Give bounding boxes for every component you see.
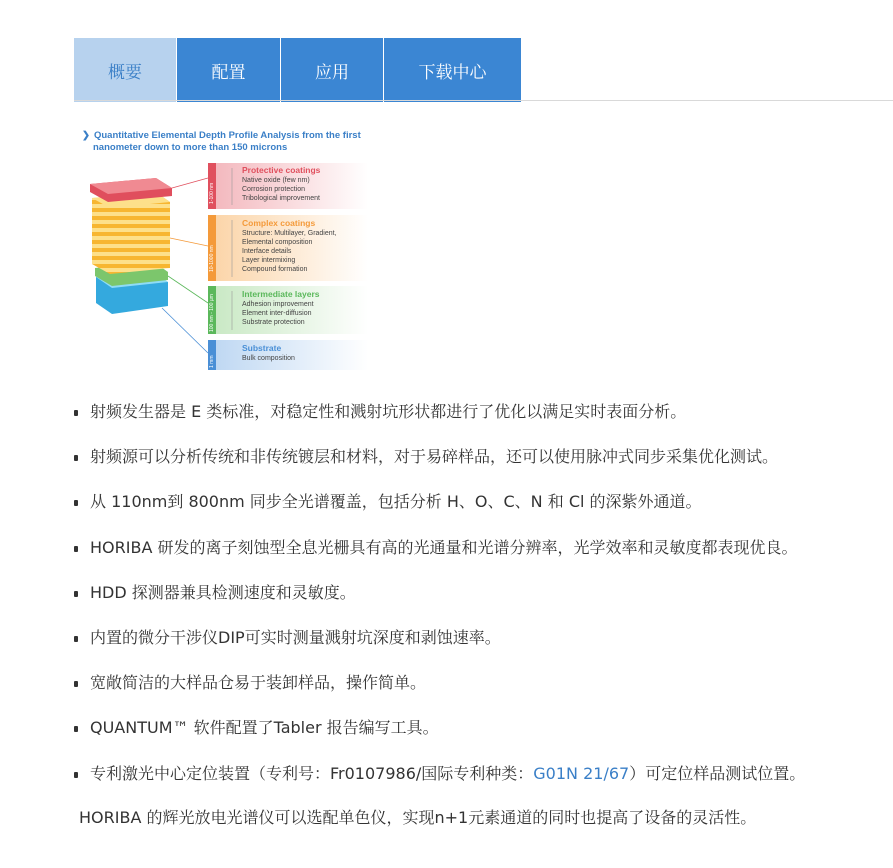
closing-paragraph: HORIBA 的辉光放电光谱仪可以选配单色仪，实现n+1元素通道的同时也提高了设备的灵活性。 xyxy=(79,808,757,827)
layer-detail: Native oxide (few nm) xyxy=(242,177,310,184)
list-item: 射频发生器是 E 类标准，对稳定性和溅射坑形状都进行了优化以满足实时表面分析。 xyxy=(74,398,884,443)
layer-detail: Bulk composition xyxy=(242,355,295,362)
layer-detail: Element inter-diffusion xyxy=(242,310,312,317)
tab-configuration[interactable]: 配置 xyxy=(177,38,281,102)
layer-heading: Substrate xyxy=(242,343,282,353)
layer-detail: Corrosion protection xyxy=(242,186,306,193)
layer-heading: Intermediate layers xyxy=(242,289,320,299)
patent-class-link[interactable]: G01N 21/67 xyxy=(533,763,630,783)
layer-heading: Complex coatings xyxy=(242,218,316,228)
chevron-right-icon: ❯ xyxy=(82,130,90,141)
layer-complex xyxy=(242,218,337,274)
list-item: 从 110nm到 800nm 同步全光谱覆盖，包括分析 H、O、C、N 和 Cl 的深紫外通道。 xyxy=(74,488,884,533)
tab-overview[interactable]: 概要 xyxy=(74,38,177,102)
layer-detail: Substrate protection xyxy=(242,319,305,326)
feature-list xyxy=(74,398,884,805)
tab-download-center[interactable]: 下载中心 xyxy=(384,38,521,102)
layer-heading: Protective coatings xyxy=(242,165,321,175)
tab-divider xyxy=(74,100,893,101)
patent-text-after: ）可定位样品测试位置。 xyxy=(629,763,806,783)
list-item xyxy=(74,760,884,805)
layer-detail: Elemental composition xyxy=(242,239,313,246)
layer-detail: Layer intermixing xyxy=(242,257,296,264)
layer-detail: Tribological improvement xyxy=(242,195,320,202)
layer-intermediate xyxy=(242,289,319,327)
layer-detail: Interface details xyxy=(242,248,292,255)
scale-label-complex: 10-1000 nm xyxy=(209,245,215,272)
tab-applications[interactable]: 应用 xyxy=(281,38,384,102)
layer-substrate xyxy=(242,343,295,363)
list-item: HORIBA 研发的离子刻蚀型全息光栅具有高的光通量和光谱分辨率，光学效率和灵敏度都表现优良。 xyxy=(74,534,884,579)
list-item: QUANTUM™ 软件配置了Tabler 报告编写工具。 xyxy=(74,714,884,759)
scale-label-intermediate: 100 nm - 100 µm xyxy=(209,294,215,332)
depth-profile-figure xyxy=(82,128,372,373)
scale-label-protective: 1-100 nm xyxy=(209,182,215,204)
patent-text-before: 专利激光中心定位装置（专利号：Fr0107986/国际专利种类： xyxy=(90,763,534,783)
list-item: 射频源可以分析传统和非传统镀层和材料，对于易碎样品，还可以使用脉冲式同步采集优化测试。 xyxy=(74,443,884,488)
scale-label-substrate: 1 mm xyxy=(209,355,215,368)
figure-title-line1: Quantitative Elemental Depth Profile Analysis from the first xyxy=(93,130,361,141)
layer-detail: Adhesion improvement xyxy=(242,301,314,308)
figure-title-line2: nanometer down to more than 150 microns xyxy=(93,142,288,153)
list-item: 内置的微分干涉仪DIP可实时测量溅射坑深度和剥蚀速率。 xyxy=(74,624,884,669)
list-item: 宽敞简洁的大样品仓易于装卸样品，操作简单。 xyxy=(74,669,884,714)
layer-detail: Structure: Multilayer, Gradient, xyxy=(242,230,337,237)
layer-protective xyxy=(242,165,320,203)
list-item: HDD 探测器兼具检测速度和灵敏度。 xyxy=(74,579,884,624)
tab-bar xyxy=(74,38,521,102)
layer-detail: Compound formation xyxy=(242,266,308,273)
